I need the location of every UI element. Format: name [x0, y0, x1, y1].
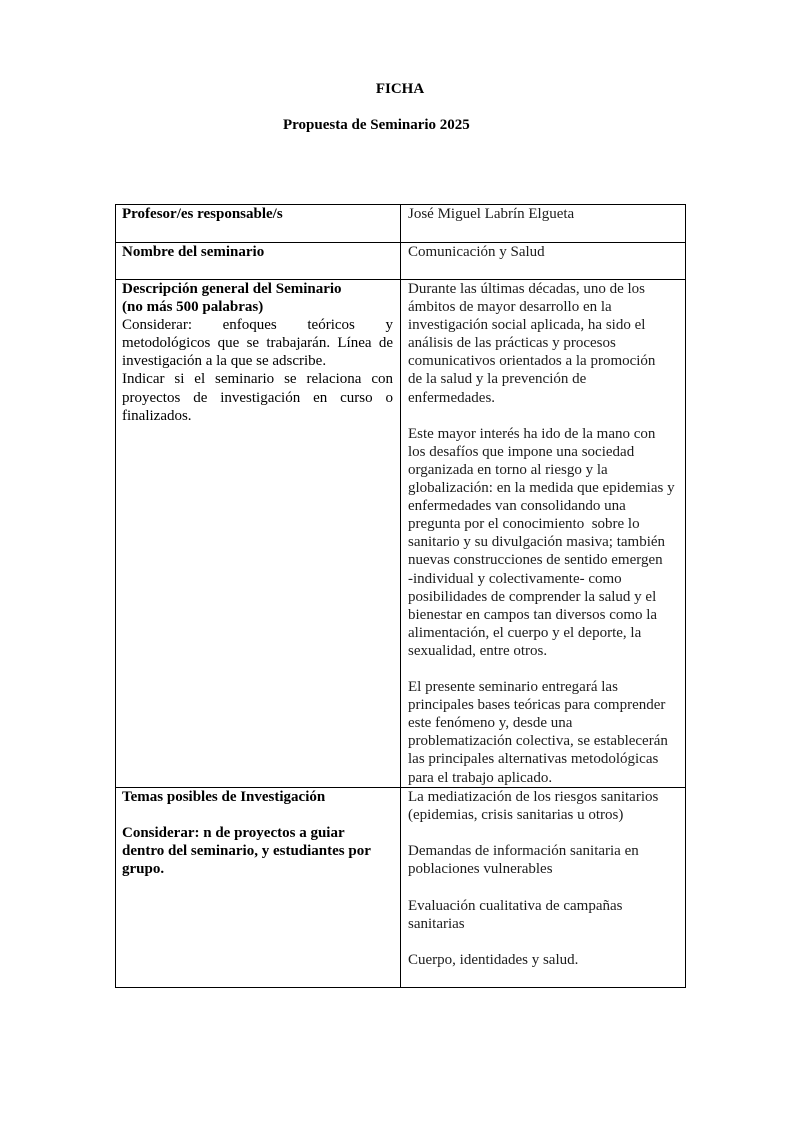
paragraph-spacer — [408, 407, 679, 425]
temas-note-line: Considerar: n de proyectos a guiar — [122, 825, 345, 842]
page-subtitle: Propuesta de Seminario 2025 — [283, 117, 470, 133]
instruction-line: proyectos de investigación en curso o — [122, 389, 393, 406]
topic-line: Cuerpo, identidades y salud. — [408, 951, 579, 968]
temas-label-cell — [116, 788, 401, 987]
temas-value-cell — [401, 788, 685, 987]
paragraph-line: para el trabajo aplicado. — [408, 769, 553, 786]
profesor-value-cell — [401, 205, 685, 242]
topic-line: (epidemias, crisis sanitarias u otros) — [408, 807, 624, 824]
paragraph-line: enfermedades. — [408, 389, 496, 406]
topic-line: La mediatización de los riesgos sanitarios — [408, 789, 659, 805]
paragraph-line: análisis de las prácticas y procesos — [408, 335, 616, 352]
nombre-label-cell — [116, 243, 401, 279]
descripcion-word-limit: (no más 500 palabras) — [122, 299, 264, 316]
paragraph-line: investigación social aplicada, ha sido el — [408, 317, 646, 334]
paragraph-line: sanitario y su divulgación masiva; también — [408, 534, 666, 551]
temas-note-line: dentro del seminario, y estudiantes por — [122, 843, 371, 860]
paragraph-line: problematización colectiva, se establecerán — [408, 733, 668, 750]
profesor-value: José Miguel Labrín Elgueta — [408, 206, 575, 222]
profesor-label: Profesor/es responsable/s — [122, 206, 283, 222]
table-row-descripcion — [116, 280, 685, 788]
paragraph-line: organizada en torno al riesgo y la — [408, 461, 608, 478]
descripcion-label-cell — [116, 280, 401, 787]
nombre-value-cell — [401, 243, 685, 279]
paragraph-line: nuevas construcciones de sentido emergen — [408, 552, 663, 569]
instruction-line: Considerar: enfoques teóricos y — [122, 317, 393, 334]
paragraph-line: Durante las últimas décadas, uno de los — [408, 281, 646, 297]
paragraph-line: los desafíos que impone una sociedad — [408, 443, 635, 460]
seminar-form-table — [115, 204, 686, 988]
topic-item — [408, 897, 679, 933]
paragraph-line: posibilidades de comprender la salud y el — [408, 588, 657, 605]
paragraph-spacer — [408, 824, 679, 842]
paragraph-line: globalización: en la medida que epidemias y — [408, 480, 675, 497]
paragraph-line: ámbitos de mayor desarrollo en la — [408, 299, 612, 316]
paragraph-line: Este mayor interés ha ido de la mano con — [408, 425, 656, 442]
temas-label: Temas posibles de Investigación — [122, 789, 326, 805]
descripcion-value-cell — [401, 280, 685, 787]
nombre-value: Comunicación y Salud — [408, 244, 545, 260]
paragraph-line: este fenómeno y, desde una — [408, 715, 573, 732]
instruction-line: metodológicos que se trabajarán. Línea de — [122, 335, 393, 352]
topic-line: Demandas de información sanitaria en — [408, 843, 639, 860]
table-row-profesor — [116, 205, 685, 243]
paragraph-line: bienestar en campos tan diversos como la — [408, 606, 658, 623]
nombre-label: Nombre del seminario — [122, 244, 265, 260]
topic-line: sanitarias — [408, 915, 465, 932]
table-row-temas — [116, 788, 685, 987]
descripcion-label: Descripción general del Seminario — [122, 281, 342, 297]
paragraph-line: sexualidad, entre otros. — [408, 642, 548, 659]
paragraph-line: -individual y colectivamente- como — [408, 570, 622, 587]
topic-item — [408, 842, 679, 878]
paragraph-line: enfermedades van consolidando una — [408, 498, 626, 515]
description-paragraph-1 — [408, 280, 679, 407]
paragraph-spacer — [408, 878, 679, 896]
instruction-line: Indicar si el seminario se relaciona con — [122, 371, 393, 388]
table-row-nombre — [116, 243, 685, 280]
paragraph-line: pregunta por el conocimiento sobre lo — [408, 516, 640, 533]
paragraph-line: comunicativos orientados a la promoción — [408, 353, 656, 370]
paragraph-line: las principales alternativas metodológicas — [408, 751, 659, 768]
paragraph-line: de la salud y la prevención de — [408, 371, 587, 388]
page-title: FICHA — [375, 81, 425, 97]
paragraph-spacer — [408, 933, 679, 951]
description-paragraph-2 — [408, 425, 679, 660]
topic-line: Evaluación cualitativa de campañas — [408, 897, 623, 914]
paragraph-spacer — [408, 660, 679, 678]
description-paragraph-3 — [408, 678, 679, 787]
paragraph-line: principales bases teóricas para comprender — [408, 697, 666, 714]
paragraph-spacer — [122, 806, 393, 824]
paragraph-line: alimentación, el cuerpo y el deporte, la — [408, 624, 642, 641]
instruction-line: finalizados. — [122, 407, 192, 424]
temas-note-line: grupo. — [122, 861, 165, 878]
paragraph-line: El presente seminario entregará las — [408, 679, 618, 696]
topic-line: poblaciones vulnerables — [408, 861, 553, 878]
topic-item — [408, 951, 679, 969]
instruction-line: investigación a la que se adscribe. — [122, 353, 327, 370]
topic-item — [408, 788, 679, 824]
profesor-label-cell — [116, 205, 401, 242]
